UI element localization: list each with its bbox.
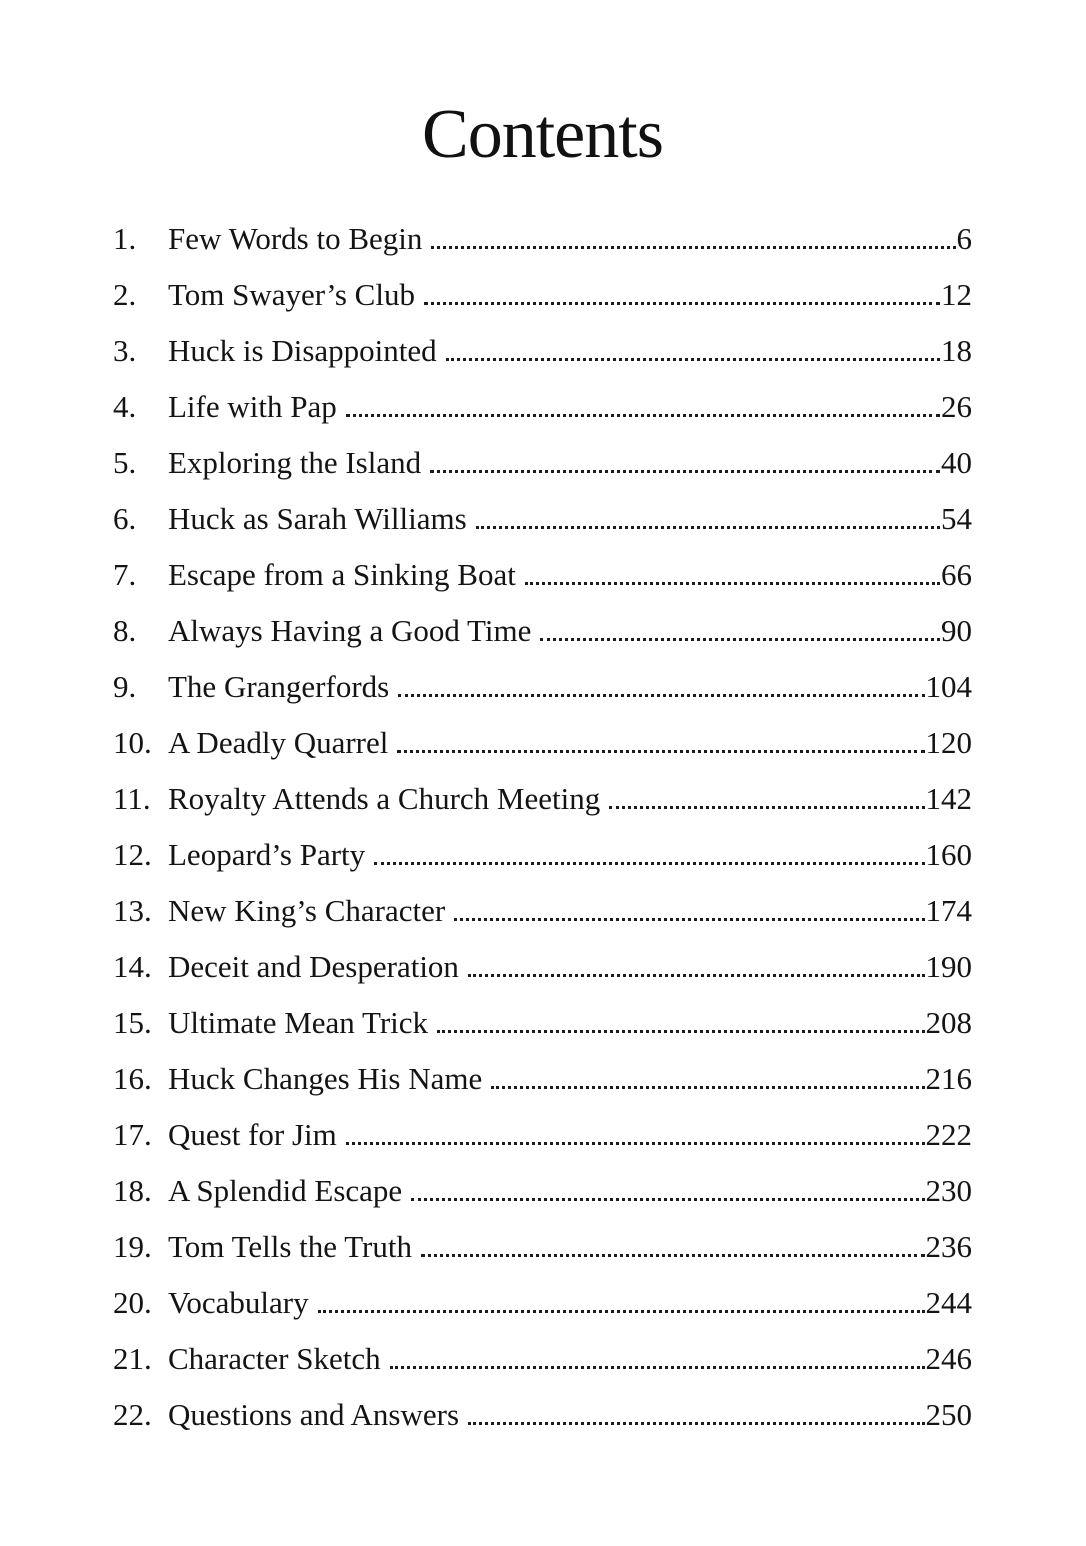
toc-entry-title: Exploring the Island — [168, 445, 422, 480]
toc-entry — [113, 892, 972, 929]
toc-entry — [113, 1060, 972, 1097]
toc-entry-page: 160 — [925, 837, 972, 872]
toc-entry-page: 26 — [941, 389, 972, 424]
toc-entry-number: 22. — [113, 1397, 152, 1432]
toc-entry — [113, 1004, 972, 1041]
toc-entry-page: 246 — [925, 1341, 972, 1376]
toc-entry-number: 2. — [113, 277, 137, 312]
toc-entry — [113, 388, 972, 425]
dot-leader-line — [437, 1030, 924, 1033]
toc-entry-number: 8. — [113, 613, 137, 648]
toc-entry-number: 3. — [113, 333, 137, 368]
dot-leader-line — [446, 358, 940, 361]
toc-entry-number: 11. — [113, 781, 151, 816]
toc-entry-title: Quest for Jim — [168, 1117, 337, 1152]
page-title: Contents — [422, 96, 663, 173]
toc-entry — [113, 1172, 972, 1209]
toc-entry-title: A Splendid Escape — [168, 1173, 403, 1208]
toc-entry — [113, 948, 972, 985]
toc-entry-page: 190 — [925, 949, 972, 984]
toc-entry-title: Vocabulary — [168, 1285, 309, 1320]
toc-entry-page: 216 — [925, 1061, 972, 1096]
toc-entry-number: 15. — [113, 1005, 152, 1040]
toc-entry-title: Huck is Disappointed — [168, 333, 437, 368]
toc-entry-page: 12 — [941, 277, 972, 312]
toc-entry-title: Questions and Answers — [168, 1397, 460, 1432]
toc-entry-page: 66 — [941, 557, 972, 592]
toc-entry-page: 250 — [925, 1397, 972, 1432]
toc-entry — [113, 1228, 972, 1265]
toc-entry-number: 6. — [113, 501, 137, 536]
toc-entry-number: 13. — [113, 893, 152, 928]
toc-entry — [113, 836, 972, 873]
dot-leader-line — [468, 1422, 924, 1425]
toc-entry — [113, 724, 972, 761]
toc-entry-page: 208 — [925, 1005, 972, 1040]
toc-entry — [113, 500, 972, 537]
toc-entry-title: The Grangerfords — [168, 669, 390, 704]
toc-entry-page: 222 — [925, 1117, 972, 1152]
toc-entry-title: Huck Changes His Name — [168, 1061, 483, 1096]
toc-entry — [113, 1340, 972, 1377]
toc-entry — [113, 1116, 972, 1153]
toc-entry-number: 10. — [113, 725, 152, 760]
toc-entry-title: New King’s Character — [168, 893, 446, 928]
toc-entry-number: 1. — [113, 221, 137, 256]
toc-entry-number: 14. — [113, 949, 152, 984]
dot-leader-line — [318, 1310, 925, 1313]
toc-entry-page: 104 — [925, 669, 972, 704]
toc-entry-title: Few Words to Begin — [168, 221, 423, 256]
toc-entry-title: Life with Pap — [168, 389, 337, 424]
toc-entry-title: Huck as Sarah Williams — [168, 501, 467, 536]
dot-leader-line — [346, 1142, 925, 1145]
toc-entry-page: 244 — [925, 1285, 972, 1320]
toc-entry-page: 142 — [925, 781, 972, 816]
toc-entry-page: 54 — [941, 501, 972, 536]
dot-leader-line — [397, 750, 924, 753]
dot-leader-line — [424, 302, 940, 305]
dot-leader-line — [421, 1254, 925, 1257]
toc-list — [113, 220, 972, 1433]
toc-entry-title: Deceit and Desperation — [168, 949, 459, 984]
toc-entry-number: 19. — [113, 1229, 152, 1264]
toc-entry-page: 6 — [956, 221, 972, 256]
toc-entry-title: Always Having a Good Time — [168, 613, 532, 648]
dot-leader-line — [540, 638, 940, 641]
toc-entry-number: 7. — [113, 557, 137, 592]
toc-entry-number: 21. — [113, 1341, 152, 1376]
toc-entry-page: 40 — [941, 445, 972, 480]
dot-leader-line — [609, 806, 924, 809]
toc-entry-page: 120 — [925, 725, 972, 760]
toc-entry — [113, 444, 972, 481]
dot-leader-line — [468, 974, 925, 977]
toc-entry — [113, 220, 972, 257]
toc-entry — [113, 276, 972, 313]
toc-entry-number: 17. — [113, 1117, 152, 1152]
dot-leader-line — [346, 414, 940, 417]
toc-entry-page: 174 — [925, 893, 972, 928]
toc-entry-title: Leopard’s Party — [168, 837, 366, 872]
toc-entry-number: 16. — [113, 1061, 152, 1096]
dot-leader-line — [398, 694, 924, 697]
toc-entry-title: Tom Tells the Truth — [168, 1229, 412, 1264]
toc-entry-page: 90 — [941, 613, 972, 648]
dot-leader-line — [491, 1086, 924, 1089]
toc-entry-page: 230 — [925, 1173, 972, 1208]
toc-entry-number: 12. — [113, 837, 152, 872]
toc-entry — [113, 612, 972, 649]
toc-entry-number: 20. — [113, 1285, 152, 1320]
dot-leader-line — [430, 470, 940, 473]
dot-leader-line — [476, 526, 940, 529]
dot-leader-line — [374, 862, 924, 865]
toc-entry-title: A Deadly Quarrel — [168, 725, 389, 760]
toc-entry — [113, 556, 972, 593]
toc-entry-title: Escape from a Sinking Boat — [168, 557, 516, 592]
dot-leader-line — [525, 582, 940, 585]
dot-leader-line — [431, 246, 955, 249]
toc-entry-number: 18. — [113, 1173, 152, 1208]
dot-leader-line — [454, 918, 924, 921]
toc-entry-title: Ultimate Mean Trick — [168, 1005, 429, 1040]
toc-entry — [113, 668, 972, 705]
toc-entry-number: 4. — [113, 389, 137, 424]
toc-entry-number: 5. — [113, 445, 137, 480]
toc-entry-title: Character Sketch — [168, 1341, 381, 1376]
toc-entry — [113, 332, 972, 369]
toc-entry — [113, 1284, 972, 1321]
toc-entry — [113, 780, 972, 817]
toc-entry-number: 9. — [113, 669, 137, 704]
toc-entry-page: 236 — [925, 1229, 972, 1264]
toc-entry-title: Tom Swayer’s Club — [168, 277, 415, 312]
dot-leader-line — [390, 1366, 925, 1369]
toc-entry-title: Royalty Attends a Church Meeting — [168, 781, 601, 816]
toc-entry — [113, 1396, 972, 1433]
dot-leader-line — [411, 1198, 924, 1201]
toc-entry-page: 18 — [941, 333, 972, 368]
